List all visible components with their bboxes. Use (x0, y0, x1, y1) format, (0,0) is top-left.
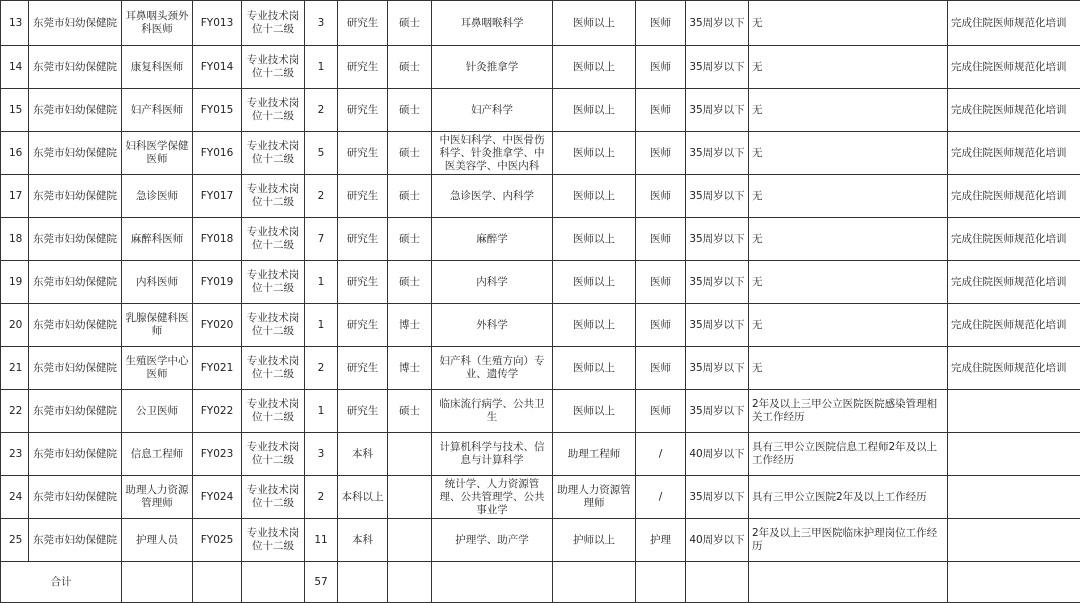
major-cell: 计算机科学与技术、信息与计算科学 (432, 433, 553, 476)
other-requirement-cell (948, 519, 1080, 562)
table-row (1, 476, 1080, 519)
other-requirement-cell: 完成住院医师规范化培训 (948, 218, 1080, 261)
other-requirement-cell (948, 476, 1080, 519)
degree-cell: 博士 (388, 304, 432, 347)
empty-cell (749, 562, 948, 603)
title-cell: 医师以上 (553, 347, 636, 390)
empty-cell (948, 562, 1080, 603)
other-requirement-cell (948, 433, 1080, 476)
education-cell: 研究生 (338, 304, 388, 347)
age-cell: 35周岁以下 (686, 46, 749, 89)
post-code-cell: FY018 (193, 218, 242, 261)
post-grade-cell: 专业技术岗位十二级 (242, 132, 305, 175)
headcount-cell: 2 (305, 476, 338, 519)
other-requirement-cell: 完成住院医师规范化培训 (948, 347, 1080, 390)
empty-cell (388, 562, 432, 603)
post-grade-cell: 专业技术岗位十二级 (242, 433, 305, 476)
certificate-cell: 医师 (636, 175, 686, 218)
post-name-cell: 耳鼻咽头颈外科医师 (122, 1, 193, 46)
total-row (1, 562, 1080, 603)
table-row (1, 89, 1080, 132)
experience-cell: 无 (749, 347, 948, 390)
certificate-cell: 医师 (636, 1, 686, 46)
experience-cell: 无 (749, 175, 948, 218)
age-cell: 35周岁以下 (686, 89, 749, 132)
row-number: 15 (1, 89, 29, 132)
age-cell: 35周岁以下 (686, 304, 749, 347)
headcount-cell: 1 (305, 261, 338, 304)
row-number: 20 (1, 304, 29, 347)
age-cell: 35周岁以下 (686, 1, 749, 46)
empty-cell (432, 562, 553, 603)
degree-cell: 硕士 (388, 1, 432, 46)
unit-cell: 东莞市妇幼保健院 (29, 304, 122, 347)
post-code-cell: FY023 (193, 433, 242, 476)
age-cell: 35周岁以下 (686, 261, 749, 304)
table-row (1, 261, 1080, 304)
education-cell: 本科 (338, 433, 388, 476)
degree-cell: 硕士 (388, 132, 432, 175)
experience-cell: 无 (749, 89, 948, 132)
other-requirement-cell: 完成住院医师规范化培训 (948, 304, 1080, 347)
post-name-cell: 康复科医师 (122, 46, 193, 89)
post-grade-cell: 专业技术岗位十二级 (242, 89, 305, 132)
row-number: 23 (1, 433, 29, 476)
certificate-cell: / (636, 476, 686, 519)
headcount-cell: 2 (305, 89, 338, 132)
major-cell: 妇产科（生殖方向）专业、遗传学 (432, 347, 553, 390)
experience-cell: 2年及以上三甲公立医院医院感染管理相关工作经历 (749, 390, 948, 433)
headcount-cell: 11 (305, 519, 338, 562)
age-cell: 35周岁以下 (686, 218, 749, 261)
post-grade-cell: 专业技术岗位十二级 (242, 1, 305, 46)
title-cell: 助理工程师 (553, 433, 636, 476)
degree-cell: 硕士 (388, 390, 432, 433)
unit-cell: 东莞市妇幼保健院 (29, 433, 122, 476)
row-number: 14 (1, 46, 29, 89)
education-cell: 研究生 (338, 175, 388, 218)
headcount-cell: 1 (305, 390, 338, 433)
major-cell: 针灸推拿学 (432, 46, 553, 89)
table-row (1, 46, 1080, 89)
post-name-cell: 急诊医师 (122, 175, 193, 218)
unit-cell: 东莞市妇幼保健院 (29, 1, 122, 46)
headcount-cell: 7 (305, 218, 338, 261)
other-requirement-cell: 完成住院医师规范化培训 (948, 89, 1080, 132)
education-cell: 研究生 (338, 46, 388, 89)
post-grade-cell: 专业技术岗位十二级 (242, 175, 305, 218)
title-cell: 医师以上 (553, 1, 636, 46)
empty-cell (686, 562, 749, 603)
certificate-cell: 医师 (636, 132, 686, 175)
title-cell: 医师以上 (553, 261, 636, 304)
table-row (1, 132, 1080, 175)
certificate-cell: 医师 (636, 304, 686, 347)
unit-cell: 东莞市妇幼保健院 (29, 175, 122, 218)
post-grade-cell: 专业技术岗位十二级 (242, 390, 305, 433)
age-cell: 35周岁以下 (686, 347, 749, 390)
post-code-cell: FY024 (193, 476, 242, 519)
other-requirement-cell: 完成住院医师规范化培训 (948, 261, 1080, 304)
post-code-cell: FY015 (193, 89, 242, 132)
total-label: 合计 (1, 562, 122, 603)
degree-cell: 硕士 (388, 89, 432, 132)
post-grade-cell: 专业技术岗位十二级 (242, 476, 305, 519)
unit-cell: 东莞市妇幼保健院 (29, 390, 122, 433)
certificate-cell: 医师 (636, 261, 686, 304)
education-cell: 本科以上 (338, 476, 388, 519)
degree-cell: 博士 (388, 347, 432, 390)
headcount-cell: 3 (305, 1, 338, 46)
table-row (1, 304, 1080, 347)
certificate-cell: 护理 (636, 519, 686, 562)
degree-cell: 硕士 (388, 46, 432, 89)
unit-cell: 东莞市妇幼保健院 (29, 476, 122, 519)
post-name-cell: 生殖医学中心医师 (122, 347, 193, 390)
row-number: 21 (1, 347, 29, 390)
post-name-cell: 内科医师 (122, 261, 193, 304)
empty-cell (553, 562, 636, 603)
age-cell: 35周岁以下 (686, 476, 749, 519)
title-cell: 医师以上 (553, 304, 636, 347)
other-requirement-cell: 完成住院医师规范化培训 (948, 1, 1080, 46)
certificate-cell: 医师 (636, 390, 686, 433)
post-name-cell: 麻醉科医师 (122, 218, 193, 261)
post-name-cell: 助理人力资源管理师 (122, 476, 193, 519)
headcount-cell: 1 (305, 304, 338, 347)
row-number: 25 (1, 519, 29, 562)
post-grade-cell: 专业技术岗位十二级 (242, 304, 305, 347)
row-number: 19 (1, 261, 29, 304)
table-row (1, 175, 1080, 218)
major-cell: 护理学、助产学 (432, 519, 553, 562)
experience-cell: 具有三甲公立医院信息工程师2年及以上工作经历 (749, 433, 948, 476)
empty-cell (338, 562, 388, 603)
row-number: 22 (1, 390, 29, 433)
degree-cell: 硕士 (388, 175, 432, 218)
certificate-cell: 医师 (636, 347, 686, 390)
post-code-cell: FY019 (193, 261, 242, 304)
row-number: 16 (1, 132, 29, 175)
unit-cell: 东莞市妇幼保健院 (29, 89, 122, 132)
table-row (1, 519, 1080, 562)
experience-cell: 无 (749, 1, 948, 46)
table-row (1, 347, 1080, 390)
post-grade-cell: 专业技术岗位十二级 (242, 519, 305, 562)
experience-cell: 2年及以上三甲医院临床护理岗位工作经历 (749, 519, 948, 562)
education-cell: 研究生 (338, 347, 388, 390)
unit-cell: 东莞市妇幼保健院 (29, 132, 122, 175)
experience-cell: 具有三甲公立医院2年及以上工作经历 (749, 476, 948, 519)
row-number: 18 (1, 218, 29, 261)
empty-cell (242, 562, 305, 603)
post-code-cell: FY025 (193, 519, 242, 562)
post-code-cell: FY020 (193, 304, 242, 347)
post-code-cell: FY013 (193, 1, 242, 46)
title-cell: 医师以上 (553, 89, 636, 132)
table-row (1, 433, 1080, 476)
major-cell: 外科学 (432, 304, 553, 347)
empty-cell (193, 562, 242, 603)
post-name-cell: 公卫医师 (122, 390, 193, 433)
total-count: 57 (305, 562, 338, 603)
major-cell: 中医妇科学、中医骨伤科学、针灸推拿学、中医美容学、中医内科 (432, 132, 553, 175)
major-cell: 统计学、人力资源管理、公共管理学、公共事业学 (432, 476, 553, 519)
headcount-cell: 2 (305, 175, 338, 218)
other-requirement-cell: 完成住院医师规范化培训 (948, 132, 1080, 175)
education-cell: 研究生 (338, 89, 388, 132)
title-cell: 医师以上 (553, 46, 636, 89)
headcount-cell: 1 (305, 46, 338, 89)
empty-cell (122, 562, 193, 603)
degree-cell (388, 433, 432, 476)
row-number: 13 (1, 1, 29, 46)
age-cell: 35周岁以下 (686, 390, 749, 433)
other-requirement-cell: 完成住院医师规范化培训 (948, 46, 1080, 89)
major-cell: 急诊医学、内科学 (432, 175, 553, 218)
certificate-cell: 医师 (636, 46, 686, 89)
post-grade-cell: 专业技术岗位十二级 (242, 46, 305, 89)
title-cell: 助理人力资源管理师 (553, 476, 636, 519)
post-code-cell: FY017 (193, 175, 242, 218)
headcount-cell: 5 (305, 132, 338, 175)
post-grade-cell: 专业技术岗位十二级 (242, 347, 305, 390)
post-name-cell: 信息工程师 (122, 433, 193, 476)
age-cell: 40周岁以下 (686, 433, 749, 476)
major-cell: 麻醉学 (432, 218, 553, 261)
major-cell: 耳鼻咽喉科学 (432, 1, 553, 46)
certificate-cell: 医师 (636, 89, 686, 132)
headcount-cell: 2 (305, 347, 338, 390)
certificate-cell: 医师 (636, 218, 686, 261)
post-grade-cell: 专业技术岗位十二级 (242, 261, 305, 304)
unit-cell: 东莞市妇幼保健院 (29, 46, 122, 89)
row-number: 17 (1, 175, 29, 218)
post-grade-cell: 专业技术岗位十二级 (242, 218, 305, 261)
major-cell: 内科学 (432, 261, 553, 304)
education-cell: 研究生 (338, 261, 388, 304)
other-requirement-cell (948, 390, 1080, 433)
row-number: 24 (1, 476, 29, 519)
education-cell: 本科 (338, 519, 388, 562)
post-code-cell: FY014 (193, 46, 242, 89)
post-code-cell: FY022 (193, 390, 242, 433)
headcount-cell: 3 (305, 433, 338, 476)
age-cell: 35周岁以下 (686, 132, 749, 175)
education-cell: 研究生 (338, 132, 388, 175)
degree-cell (388, 519, 432, 562)
education-cell: 研究生 (338, 1, 388, 46)
major-cell: 临床流行病学、公共卫生 (432, 390, 553, 433)
table-row (1, 1, 1080, 46)
table-body (1, 1, 1080, 603)
degree-cell (388, 476, 432, 519)
title-cell: 医师以上 (553, 132, 636, 175)
title-cell: 医师以上 (553, 218, 636, 261)
unit-cell: 东莞市妇幼保健院 (29, 519, 122, 562)
age-cell: 35周岁以下 (686, 175, 749, 218)
post-code-cell: FY021 (193, 347, 242, 390)
table-row (1, 390, 1080, 433)
post-name-cell: 妇产科医师 (122, 89, 193, 132)
unit-cell: 东莞市妇幼保健院 (29, 347, 122, 390)
education-cell: 研究生 (338, 218, 388, 261)
age-cell: 40周岁以下 (686, 519, 749, 562)
table-row (1, 218, 1080, 261)
major-cell: 妇产科学 (432, 89, 553, 132)
title-cell: 医师以上 (553, 390, 636, 433)
post-name-cell: 妇科医学保健医师 (122, 132, 193, 175)
experience-cell: 无 (749, 304, 948, 347)
title-cell: 医师以上 (553, 175, 636, 218)
experience-cell: 无 (749, 46, 948, 89)
degree-cell: 硕士 (388, 261, 432, 304)
post-name-cell: 护理人员 (122, 519, 193, 562)
unit-cell: 东莞市妇幼保健院 (29, 218, 122, 261)
title-cell: 护师以上 (553, 519, 636, 562)
other-requirement-cell: 完成住院医师规范化培训 (948, 175, 1080, 218)
degree-cell: 硕士 (388, 218, 432, 261)
post-code-cell: FY016 (193, 132, 242, 175)
experience-cell: 无 (749, 218, 948, 261)
unit-cell: 东莞市妇幼保健院 (29, 261, 122, 304)
education-cell: 研究生 (338, 390, 388, 433)
empty-cell (636, 562, 686, 603)
post-name-cell: 乳腺保健科医师 (122, 304, 193, 347)
experience-cell: 无 (749, 132, 948, 175)
certificate-cell: / (636, 433, 686, 476)
experience-cell: 无 (749, 261, 948, 304)
